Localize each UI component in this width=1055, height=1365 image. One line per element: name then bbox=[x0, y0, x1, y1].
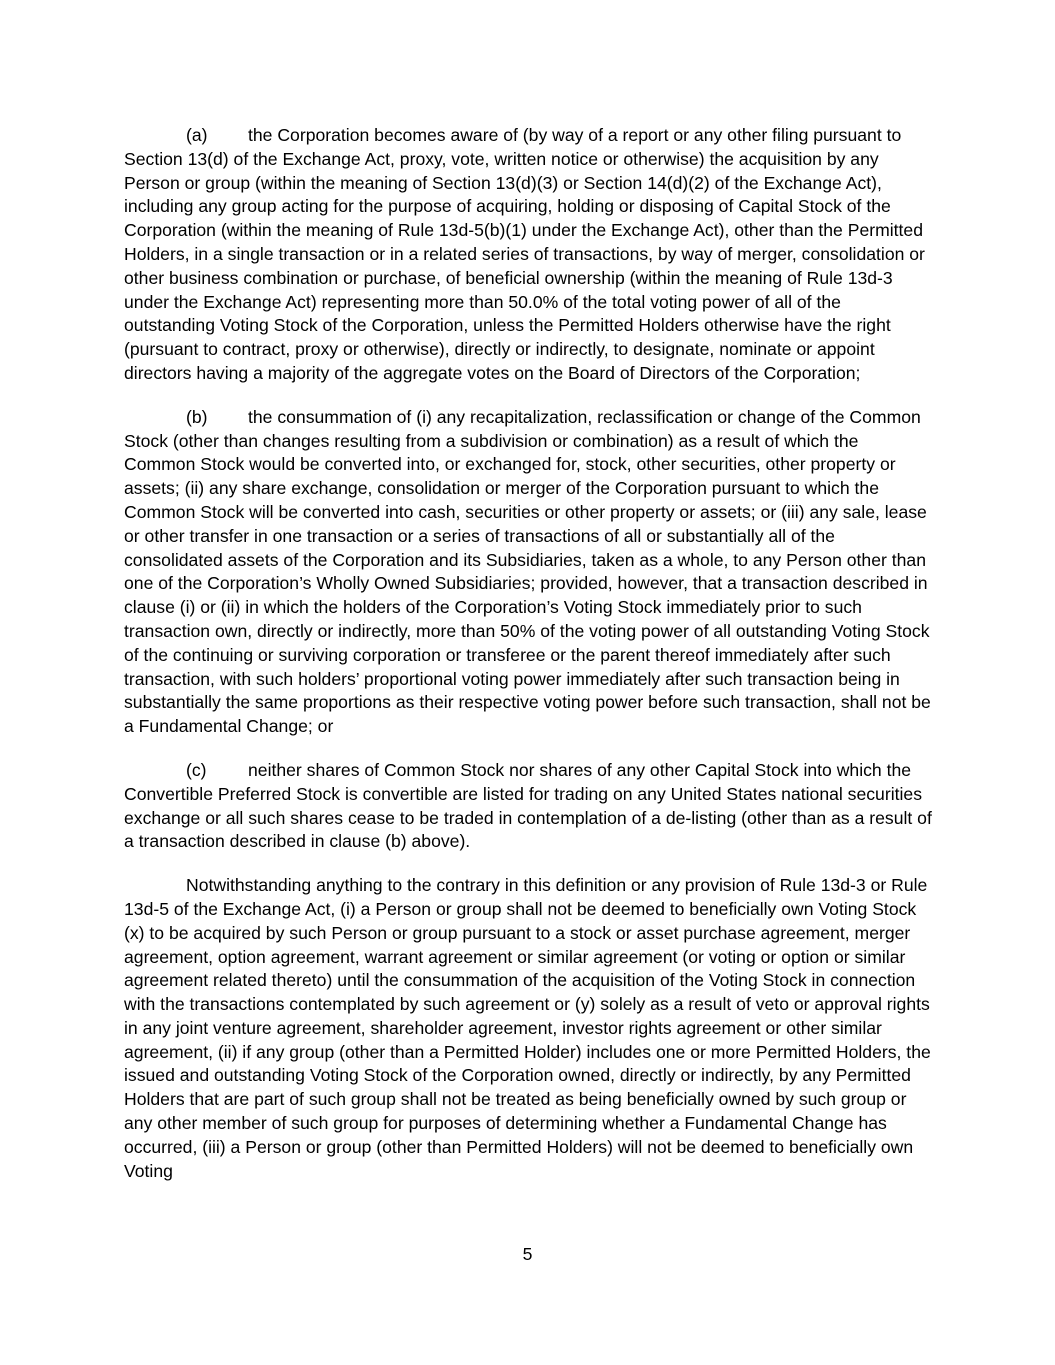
document-body bbox=[124, 124, 932, 1203]
clause-b-text: the consummation of (i) any recapitalization, reclassification or change of the Common Stock (other than changes resulting from a subdivision or combination) as a result of which the Common Stock would be converted into, or exchanged for, stock, other securities, other property or assets; (ii) any share exchange, consolidation or merger of the Corporation pursuant to which the Common Stock will be converted into cash, securities or other property or assets; or (iii) any sale, lease or other transfer in one transaction or a series of transactions of all or substantially all of the consolidated assets of the Corporation and its Subsidiaries, taken as a whole, to any Person other than one of the Corporation’s Wholly Owned Subsidiaries; provided, however, that a transaction described in clause (i) or (ii) in which the holders of the Corporation’s Voting Stock immediately prior to such transaction own, directly or indirectly, more than 50% of the voting power of all outstanding Voting Stock of the continuing or surviving corporation or transferee or the parent thereof immediately after such transaction, with such holders’ proportional voting power immediately after such transaction being in substantially the same proportions as their respective voting power before such transaction, shall not be a Fundamental Change; or bbox=[124, 406, 931, 737]
clause-a-text: the Corporation becomes aware of (by way of a report or any other filing pursuant to Section 13(d) of the Exchange Act, proxy, vote, written notice or otherwise) the acquisition by any Person or group (within the meaning of Section 13(d)(3) or Section 14(d)(2) of the Exchange Act), including any group acting for the purpose of acquiring, holding or disposing of Capital Stock of the Corporation (within the meaning of Rule 13d-5(b)(1) under the Exchange Act), other than the Permitted Holders, in a single transaction or in a related series of transactions, by way of merger, consolidation or other business combination or purchase, of beneficial ownership (within the meaning of Rule 13d-3 under the Exchange Act) representing more than 50.0% of the total voting power of all of the outstanding Voting Stock of the Corporation, unless the Permitted Holders otherwise have the right (pursuant to contract, proxy or otherwise), directly or indirectly, to designate, nominate or appoint directors having a majority of the aggregate votes on the Board of Directors of the Corporation; bbox=[124, 125, 925, 383]
page-number: 5 bbox=[522, 1244, 533, 1264]
clause-c-label: (c) bbox=[186, 759, 207, 780]
clause-b-label: (b) bbox=[186, 406, 208, 427]
clause-c-text: neither shares of Common Stock nor shares of any other Capital Stock into which the Convertible Preferred Stock is convertible are listed for trading on any United States national securities exchange or all such shares cease to be traded in contemplation of a de-listing (other than as a result of a transaction described in clause (b) above). bbox=[124, 759, 932, 852]
notwithstanding-paragraph: Notwithstanding anything to the contrary in this definition or any provision of Rule 13d-3 or Rule 13d-5 of the Exchange Act, (i) a Person or group shall not be deemed to beneficially own Voting Stock (x) to be acquired by such Person or group pursuant to a stock or asset purchase agreement, merger agreement, option agreement, warrant agreement or similar agreement (or voting or option or similar agreement related thereto) until the consummation of the acquisition of the Voting Stock in connection with the transactions contemplated by such agreement or (y) solely as a result of veto or approval rights in any joint venture agreement, shareholder agreement, investor rights agreement or other similar agreement, (ii) if any group (other than a Permitted Holder) includes one or more Permitted Holders, the issued and outstanding Voting Stock of the Corporation owned, directly or indirectly, by any Permitted Holders that are part of such group shall not be treated as being beneficially owned by such group or any other member of such group for purposes of determining whether a Fundamental Change has occurred, (iii) a Person or group (other than Permitted Holders) will not be deemed to beneficially own Voting bbox=[124, 875, 931, 1181]
clause-a-label: (a) bbox=[186, 125, 208, 145]
clause-c-paragraph bbox=[124, 759, 932, 854]
clause-a-paragraph bbox=[124, 124, 932, 386]
clause-b-paragraph bbox=[124, 406, 932, 739]
